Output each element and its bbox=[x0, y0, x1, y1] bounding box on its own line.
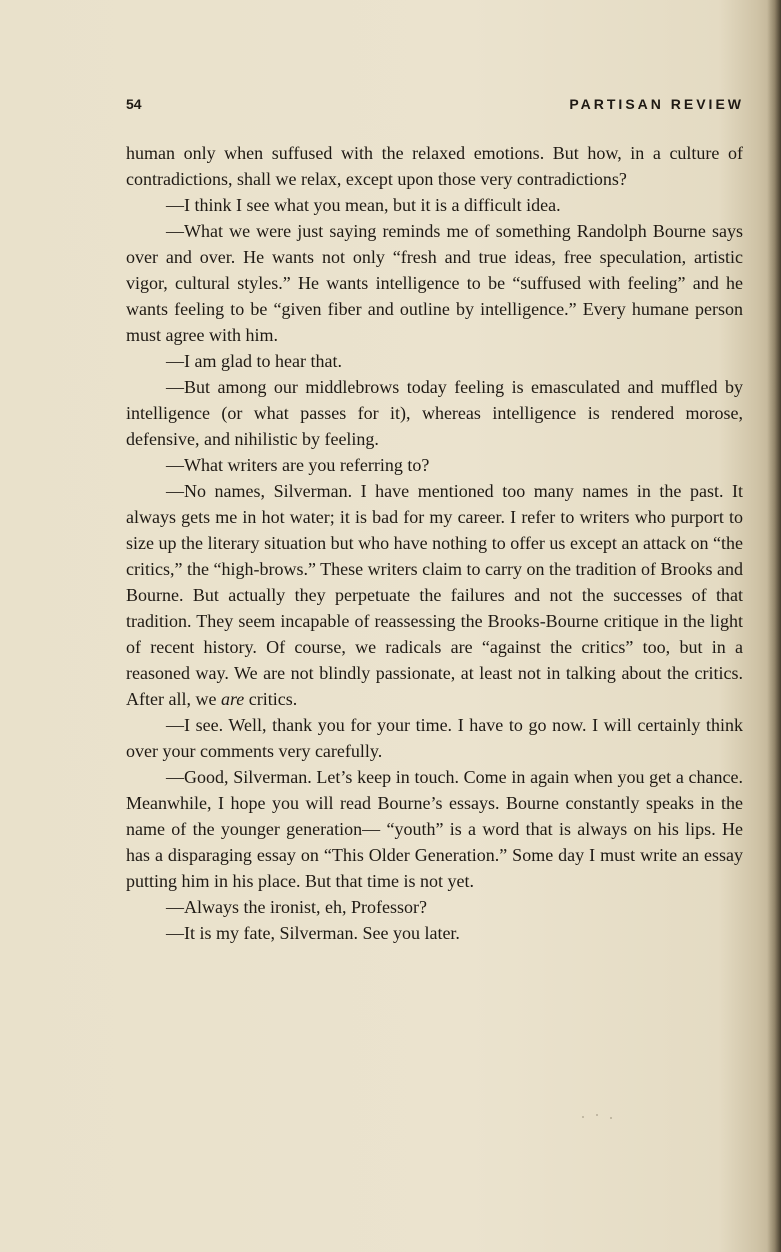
paragraph: —But among our middlebrows today feeling is emasculated and muffled by intelligence (or what passes for it), whereas intelligence is rendered morose, defensive, and nihilistic by feeling. bbox=[126, 377, 743, 449]
paragraph-text: critics. bbox=[244, 689, 298, 709]
paragraph: —What writers are you referring to? bbox=[166, 455, 430, 475]
paragraph: —Always the ironist, eh, Professor? bbox=[166, 897, 427, 917]
paragraph: —I am glad to hear that. bbox=[166, 351, 342, 371]
page-edge-shadow bbox=[767, 0, 781, 1252]
emphasis-text: are bbox=[220, 689, 245, 709]
page-header bbox=[126, 96, 744, 118]
paragraph-text: —No names, Silverman. I have mentioned too many names in the past. It always gets me in hot water; it is bad for my career. I refer to writers who purport to size up the literary situation but who have nothing to offer us except an attack on “the critics,” the “high-brows.” These writers claim to carry on the tradition of Brooks and Bourne. But actually they perpetuate the failures and not the successes of that tradition. They seem incapable of reassessing the Brooks-Bourne critique in the light of recent history. Of course, we radicals are “against the critics” too, but in a reasoned way. We are not blindly passionate, at least not in talking about the critics. After all, we bbox=[126, 481, 743, 709]
page-number: 54 bbox=[126, 96, 142, 112]
paragraph: human only when suffused with the relaxed emotions. But how, in a culture of contradictions, shall we relax, except upon those very contradictions? bbox=[126, 143, 743, 189]
paper-speck bbox=[582, 1116, 584, 1118]
paragraph: —Good, Silverman. Let’s keep in touch. Come in again when you get a chance. Meanwhile, I hope you will read Bourne’s essays. Bourne constantly speaks in the name of the younger generation— “youth” is a word that is always on his lips. He has a disparaging essay on “This Older Generation.” Some day I must write an essay putting him in his place. But that time is not yet. bbox=[126, 767, 743, 891]
paragraph: —I see. Well, thank you for your time. I have to go now. I will certainly think over your comments very carefully. bbox=[126, 715, 743, 761]
paper-speck bbox=[610, 1117, 612, 1119]
paragraph bbox=[126, 478, 743, 712]
paragraph: —What we were just saying reminds me of something Randolph Bourne says over and over. He wants not only “fresh and true ideas, free speculation, artistic vigor, cultural styles.” He wants intelligence to be “suffused with feeling” and he wants feeling to be “given fiber and outline by intelligence.” Every humane person must agree with him. bbox=[126, 221, 743, 345]
paragraph: —It is my fate, Silverman. See you later. bbox=[166, 923, 460, 943]
paper-speck bbox=[596, 1114, 598, 1116]
paragraph: —I think I see what you mean, but it is a difficult idea. bbox=[166, 195, 561, 215]
body-text bbox=[126, 140, 743, 946]
running-head: PARTISAN REVIEW bbox=[569, 96, 744, 112]
